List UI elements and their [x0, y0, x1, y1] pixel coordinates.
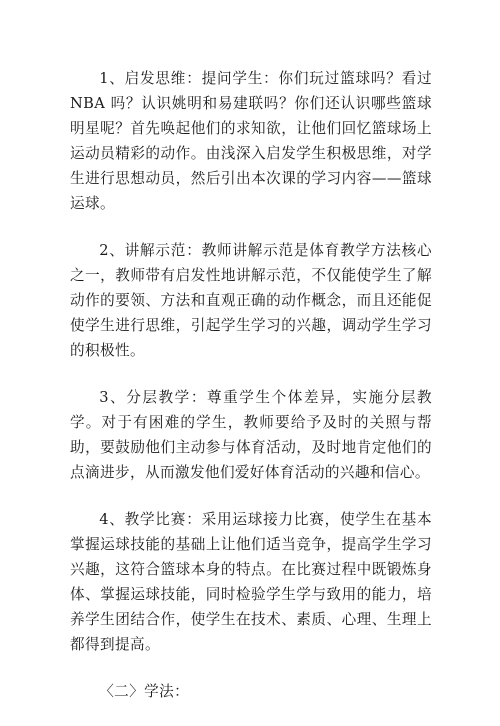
document-body	[70, 66, 432, 726]
paragraph-explain-demonstrate: 2、讲解示范：教师讲解示范是体育教学方法核心之一，教师带有启发性地讲解示范，不仅能使学生了解动作的要领、方法和直观正确的动作概念，而且还能促使学生进行思维，引起学生学习的兴趣，调动学生学习的积极性。	[70, 242, 432, 359]
paragraph-layered-teaching: 3、分层教学：尊重学生个体差异，实施分层教学。对于有困难的学生，教师要给予及时的关照与帮助，要鼓励他们主动参与体育活动，及时地肯定他们的点滴进步，从而激发他们爱好体育活动的兴趣和信心。	[70, 389, 432, 481]
section-heading-learning-method: 〈二〉学法：	[99, 683, 190, 700]
paragraph-inspire-thinking: 1、启发思维：提问学生：你们玩过篮球吗？看过 NBA 吗？认识姚明和易建联吗？你们还认识哪些篮球明星呢？首先唤起他们的求知欲，让他们回忆篮球场上运动员精彩的动作。由浅深入启发学生积极思维，对学生进行思想动员，然后引出本次课的学习内容——篮球运球。	[70, 70, 432, 212]
paragraph-teaching-competition: 4、教学比赛：采用运球接力比赛，使学生在基本掌握运球技能的基础上让他们适当竞争，提高学生学习兴趣，这符合篮球本身的特点。在比赛过程中既锻炼身体、掌握运球技能，同时检验学生学与致用的能力，培养学生团结合作，使学生在技术、素质、心理、生理上都得到提高。	[70, 511, 432, 653]
